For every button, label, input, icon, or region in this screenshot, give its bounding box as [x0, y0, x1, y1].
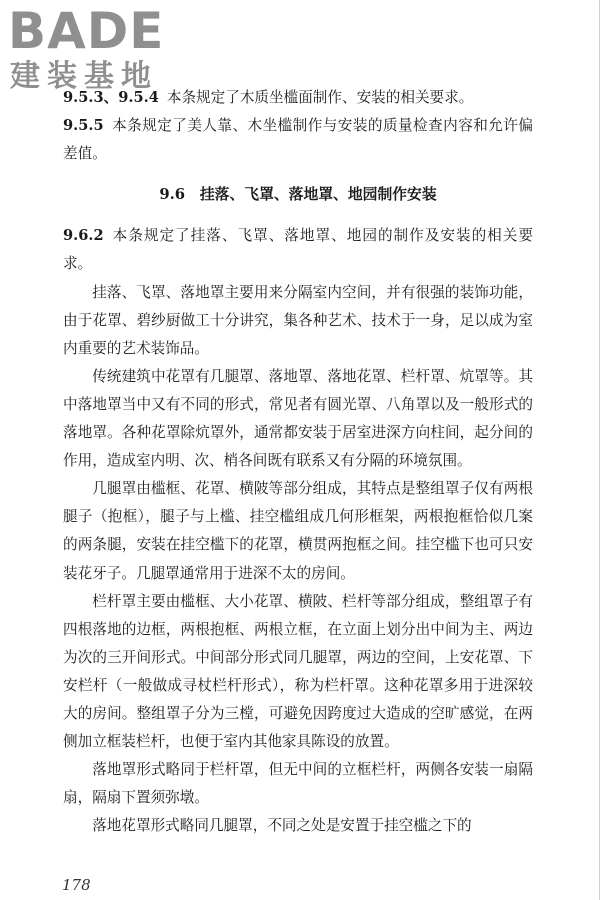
section-text: 本条规定了挂落、飞罩、落地罩、地园的制作及安装的相关要求。: [63, 227, 533, 273]
section-text: 本条规定了美人靠、木坐槛制作与安装的质量检查内容和允许偏差值。: [63, 117, 533, 163]
paragraph: 落地花罩形式略同几腿罩，不同之处是安置于挂空槛之下的: [92, 817, 472, 835]
paragraph: 挂落、飞罩、落地罩主要用来分隔室内空间，并有很强的装饰功能，由于花罩、碧纱厨做工十分讲究，集各种艺术、技术于一身，足以成为室内重要的艺术装饰品。: [63, 283, 533, 357]
paragraph: 几腿罩由槛框、花罩、横陂等部分组成，其特点是整组罩子仅有两根腿子（抱框），腿子与上槛、挂空槛组成几何形框架，两根抱框恰似几案的两条腿，安装在挂空槛下的花罩，横贯两抱框之间。挂空槛下也可只安装花牙子。几腿罩通常用于进深不太的房间。: [63, 480, 533, 582]
watermark-logo: [8, 2, 188, 98]
section-number: 9.5.5: [63, 117, 104, 135]
section-9-5-5: [63, 112, 533, 168]
page-content: [63, 84, 533, 840]
paragraph: 落地罩形式略同于栏杆罩，但无中间的立框栏杆，两侧各安装一扇隔扇，隔扇下置须弥墩。: [63, 761, 533, 807]
section-heading: 9.6 挂落、飞罩、落地罩、地园制作安装: [159, 186, 437, 204]
section-number: 9.5.3、9.5.4: [63, 89, 159, 106]
paragraph: 栏杆罩主要由槛框、大小花罩、横陂、栏杆等部分组成，整组罩子有四根落地的边框，两根抱框、两根立框，在立面上划分出中间为主、两边为次的三开间形式。中间部分形式同几腿罩，两边的空间，上安花罩、下安栏杆（一般做成寻杖栏杆形式），称为栏杆罩。这种花罩多用于进深较大的房间。整组罩子分为三樘，可避免因跨度过大造成的空旷感觉，在两侧加立框装栏杆，也便于室内其他家具陈设的放置。: [63, 592, 533, 751]
section-text: 本条规定了木质坐槛面制作、安装的相关要求。: [166, 89, 474, 106]
watermark-subtitle: 建装基地: [10, 59, 158, 94]
section-number: 9.6.2: [63, 227, 104, 245]
page-number: 178: [62, 876, 91, 894]
paragraph: 传统建筑中花罩有几腿罩、落地罩、落地花罩、栏杆罩、炕罩等。其中落地罩当中又有不同的形式，常见者有圆光罩、八角罩以及一般形式的落地罩。各种花罩除炕罩外，通常都安装于居室进深方向柱间，起分间的作用，造成室内明、次、梢各间既有联系又有分隔的环境氛围。: [63, 367, 533, 470]
section-9-6-2: [63, 222, 533, 278]
watermark-brand: BADE: [8, 2, 165, 60]
